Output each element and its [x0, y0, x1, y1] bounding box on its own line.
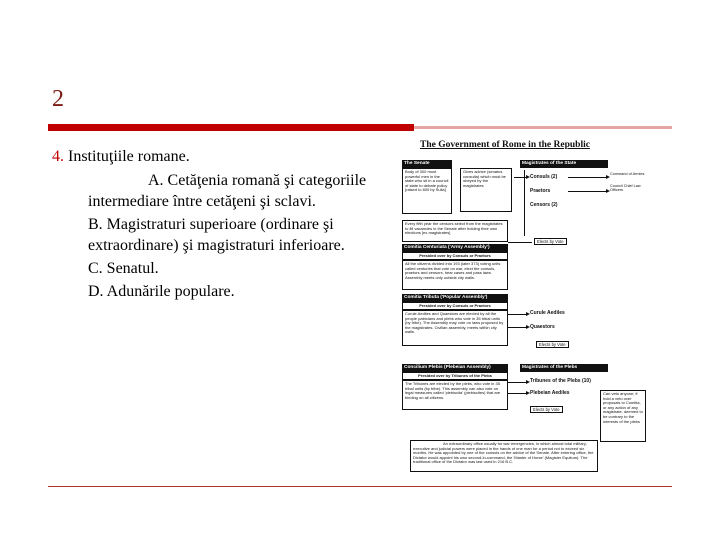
- sub-item-b: B. Magistraturi superioare (ordinare şi extraordinare) şi magistraturi inferioare.: [88, 216, 345, 254]
- connector: [508, 382, 528, 383]
- plebis-header: Concilium Plebis (Plebeian Assembly): [402, 364, 508, 372]
- sub-item-c: C. Senatul.: [88, 260, 159, 277]
- bullet-heading: [52, 146, 382, 167]
- veto-note: Can veto anyone; if hold a veto over proposals to Comitia, or any action of any magistrate, deemed to be contrary to the interests of the plebs: [600, 390, 646, 442]
- senate-note: Gives advice (senatus consulta) which must be obeyed by the magistrates: [460, 168, 512, 212]
- title-rule: [48, 124, 414, 131]
- tributa-presided: Presided over by Consuls or Praetors: [402, 302, 508, 310]
- censors-note: Every fifth year the censors select from the magistrates to fill vacancies in the Senate after holding their own elections [ex-magistrates]: [402, 220, 508, 242]
- consuls-role: Command of Armies: [610, 172, 645, 176]
- arrow-icon: [606, 175, 610, 179]
- plebis-text: The Tribunes are elected by the plebs, who vote in 35 tribal units (by tribe). This assembly can also vote on legal measures called 'plebiscita' (plebiscites) that are binding on all citizens.: [402, 380, 508, 410]
- censors-label: Censors (2): [530, 202, 558, 208]
- tributa-header: Comitia Tributa ('Popular Assembly'): [402, 294, 508, 302]
- connector: [524, 170, 525, 236]
- arrow-icon: [526, 312, 530, 316]
- arrow-icon: [526, 175, 530, 179]
- centuriata-text: All the citizens divided into 193 (later 373) voting units called centuries that vote on war, elect the consuls, praetors and censors, hear cases and pass laws. Assembly meets only outside city walls.: [402, 260, 508, 290]
- connector: [508, 314, 528, 315]
- dictator-text: An extraordinary office usually for war emergencies, in which almost total military, executive and judicial powers were placed in the hands of one man for a period not to exceed six months. He was appointed by one of the consuls on the advice of the Senate. After entering office, the Dictator would appoint his own second-in-command, the 'Master of Horse' (Magister Equitum). The traditional office of the Dictator was last used in 216 B.C.: [410, 440, 598, 472]
- plebs-magistrates-header: Magistrates of the Plebs: [520, 364, 608, 372]
- magistrates-header: Magistrates of the State: [520, 160, 608, 168]
- elects-by-vote-2: Elects by Vote: [536, 341, 569, 348]
- elects-by-vote-1: Elects by Vote: [534, 238, 567, 245]
- council-role: Council Chief Law Officers: [610, 184, 641, 193]
- arrow-icon: [526, 325, 530, 329]
- plebeian-aediles-label: Plebeian Aediles: [530, 390, 570, 396]
- senate-header: The Senate: [402, 160, 452, 168]
- quaestors-label: Quaestors: [530, 324, 555, 330]
- government-diagram: [396, 134, 648, 474]
- plebis-presided: Presided over by Tribunes of the Plebs: [402, 372, 508, 380]
- bottom-rule: [48, 486, 672, 487]
- praetors-label: Praetors: [530, 188, 551, 194]
- connector: [508, 327, 528, 328]
- connector: [568, 191, 608, 192]
- connector: [508, 242, 532, 243]
- bullet-list: [52, 146, 382, 304]
- connector: [508, 393, 528, 394]
- title-rule-accent: [414, 126, 672, 129]
- arrow-icon: [526, 380, 530, 384]
- senate-box: Body of 300 most powerful men in the state who sit in a council of state to debate policy [raised to 600 by Sulla]: [402, 168, 452, 214]
- bullet-number: 4.: [52, 148, 64, 165]
- arrow-icon: [526, 391, 530, 395]
- bullet-heading-text: Instituţiile romane.: [68, 148, 190, 165]
- centuriata-presided: Presided over by Consuls or Praetors: [402, 252, 508, 260]
- sub-item-a: A. Cetăţenia romană şi categoriile intermediare între cetăţeni şi sclavi.: [88, 172, 367, 210]
- centuriata-header: Comitia Centuriata ('Army Assembly'): [402, 244, 508, 252]
- consuls-label: Consuls (2): [530, 174, 558, 180]
- slide-number: 2: [52, 86, 64, 112]
- connector: [568, 177, 608, 178]
- arrow-icon: [606, 189, 610, 193]
- sub-item-d: D. Adunările populare.: [88, 283, 235, 300]
- diagram-title: The Government of Rome in the Republic: [420, 140, 590, 150]
- curule-aediles-label: Curule Aediles: [530, 310, 565, 316]
- tribunes-label: Tribunes of the Plebs (10): [530, 378, 591, 384]
- tributa-text: Curule Aediles and Quaestors are elected by all the people patricians and plebs who vote in 35 tribal units (by tribe). The Assembly may vote on laws proposed by the magistrates. Civilian assembly, meets within city walls.: [402, 310, 508, 346]
- elects-by-vote-3: Elects by Vote: [530, 406, 563, 413]
